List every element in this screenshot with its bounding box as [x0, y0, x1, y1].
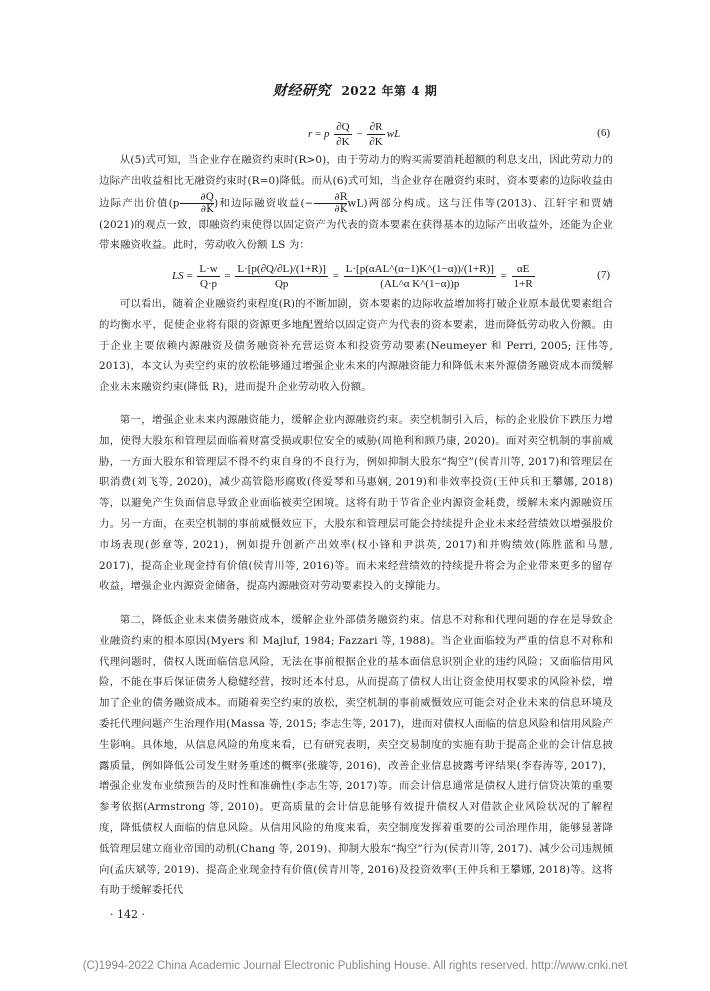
p1-f1-denominator: ∂K	[200, 203, 214, 215]
eq7-f1-denominator: Q·p	[199, 278, 218, 290]
eq6-f2-denominator: ∂K	[369, 136, 383, 148]
eq7-f1-numerator: L·w	[199, 263, 218, 275]
eq6-minus: −	[353, 128, 366, 141]
eq7-ls: LS	[172, 270, 184, 283]
paragraph-3: 第一，增强企业未来内源融资能力，缓解企业内源融资约束。卖空机制引入后，标的企业股价下跌压力增加，使得大股东和管理层面临着财富受损或职位安全的威胁(周艳利和顾乃康, 2020)。面对卖空机制的事前威胁，一方面大股东和管理层不得不约束自身的不良行为，例如抑制大股东“掏空”(侯青川等, 2017)和管理层在职消费(刘飞等, 2020)，减少高管隐形腐败(佟爱琴和马惠娴, 2019)和非效率投资(王仲兵和王攀娜, 2018)等，以避免产生负面信息导致企业面临被卖空困境。这将有助于节省企业内源资金耗费，缓解未来内源融资压力。另一方面，在卖空机制的事前威慑效应下，大股东和管理层可能会持续提升企业未来经营绩效以增强股价市场表现(彭章等, 2021)，例如提升创新产出效率(权小锋和尹洪英, 2017)和并购绩效(陈胜蓝和马慧, 2017)，提高企业现金持有价值(侯青川等, 2016)等。而未来经营绩效的持续提升将会为企业带来更多的留存收益，增强企业内源资金储备，提高内源融资对劳动要素投入的支撑能力。	[99, 414, 613, 593]
eq7-fraction-2	[235, 262, 328, 291]
journal-title: 财经研究	[272, 83, 331, 99]
equation-6-number: (6)	[597, 127, 610, 139]
eq7-f2-denominator: Qp	[274, 278, 289, 290]
eq7-fraction-4	[512, 262, 535, 291]
eq7-fraction-1	[197, 262, 219, 291]
p1-f2-denominator: ∂K	[334, 203, 348, 215]
equation-6	[100, 116, 610, 152]
eq6-wl: wL	[386, 128, 401, 141]
journal-issue: 2022 年第 4 期	[341, 84, 438, 98]
eq6-f1-denominator: ∂K	[336, 136, 350, 148]
p1-fraction-dq-dk	[180, 192, 214, 215]
eq7-f4-numerator: αE	[512, 262, 535, 277]
copyright-footer: (C)1994-2022 China Academic Journal Electronic Publishing House. All rights reserved. http://www.cnki.net	[82, 960, 628, 972]
eq7-f3-denominator: (AL^α K^(1−α))p	[380, 278, 460, 290]
journal-header	[0, 80, 710, 100]
p1-text-c: wL)两部分构成。这与汪伟等(2013)、江轩宇和贾婧(2021)的观点一致，即融资约束使得以固定资产为代表的资本要素在获得基本的边际产出收益外，还能为企业带来融资收益。此时，劳动收入份额 LS 为：	[99, 197, 613, 252]
p1-text-a: 从(5)式可知，当企业存在融资约束时(R>0)，由于劳动力的购买需要消耗超额的利息支出，因此劳动力的边际产出收益相比无融资约束时(R=0)降低。而从(6)式可知，当企业存在融资约束时，资本要素的边际收益由边际产出价值(p	[99, 154, 613, 210]
equation-7: LS = $\frac{L\cdot w}{Q\cdot p}$ = $\frac{L\cdot[p(\partial Q/\partial L)/(1+R)]}{Qp}$ = $\frac{\text{L·[p(αAL\textasciicircum{}(α−1)K\textasciicircum{}(1−α))/(1+R)]}}{\text{(AL\textasciicircum{}α K\textasciicircum{}(1−α))p}}$ = $\frac{\alpha E}{1+R}$ (7)	[172, 263, 610, 290]
paragraph-1	[99, 150, 613, 256]
p1-f2-numerator: ∂R	[314, 192, 348, 204]
page-number: · 142 ·	[110, 908, 145, 921]
eq6-f1-numerator: ∂Q	[336, 121, 350, 133]
p1-text-b: )和边际融资收益(−	[214, 197, 314, 210]
equation-7-number: (7)	[597, 269, 610, 281]
p1-f1-numerator: ∂Q	[180, 192, 214, 204]
eq6-p: p	[324, 128, 330, 141]
eq6-r: r	[308, 128, 313, 141]
eq6-f2-numerator: ∂R	[367, 120, 384, 135]
paragraph-4: 第二，降低企业未来债务融资成本，缓解企业外部债务融资约束。信息不对称和代理问题的存在是导致企业融资约束的根本原因(Myers 和 Majluf, 1984; Fazzari 等, 1988)。当企业面临较为严重的信息不对称和代理问题时，债权人既面临信息风险，无法在事前根据企业的基本面信息识别企业的违约风险；又面临信用风险，不能在事后保证债务人稳健经营，按时还本付息，从而提高了债权人出让资金使用权要求的风险补偿，增加了企业的债务融资成本。而随着卖空约束的放松，卖空机制的事前威慑效应可能会对企业未来的信息环境及委托代理问题产生治理作用(Massa 等, 2015; 李志生等, 2017)，进而对债权人面临的信息风险和信用风险产生影响。具体地，从信息风险的角度来看，已有研究表明，卖空交易制度的实施有助于提高企业的会计信息披露质量，例如降低公司发生财务重述的概率(张璇等, 2016)，改善企业信息披露考评结果(李春涛等, 2017)，增强企业发布业绩预告的及时性和准确性(李志生等, 2017)等。而会计信息通常是债权人进行信贷决策的重要参考依据(Armstrong 等, 2010)。更高质量的会计信息能够有效提升债权人对借款企业风险状况的了解程度，降低债权人面临的信息风险。从信用风险的角度来看，卖空制度发挥着重要的公司治理作用，能够显著降低管理层建立商业帝国的动机(Chang 等, 2019)、抑制大股东“掏空”行为(侯青川等, 2017)、减少公司违规倾向(孟庆斌等, 2019)、提高企业现金持有价值(侯青川等, 2016)及投资效率(王仲兵和王攀娜, 2018)等。这将有助于缓解委托代	[99, 614, 613, 897]
p1-fraction-dr-dk	[314, 192, 348, 215]
eq6-fraction-dq-dk	[334, 120, 351, 149]
eq7-fraction-3	[344, 262, 496, 291]
eq7-f2-numerator: L·[p(∂Q/∂L)/(1+R)]	[237, 263, 326, 275]
eq7-f4-denominator: 1+R	[513, 278, 533, 290]
eq7-f3-numerator: L·[p(αAL^(α−1)K^(1−α))/(1+R)]	[345, 263, 494, 275]
eq7-equals-1: =	[183, 270, 196, 283]
paragraph-2: 可以看出，随着企业融资约束程度(R)的不断加剧，资本要素的边际收益增加将打破企业原本最优要素组合的均衡水平，促使企业将有限的资源更多地配置给以固定资产为代表的资本要素，进而降低劳动收入份额。由于企业主要依赖内源融资及债务融资补充营运资本和投资劳动要素(Neumeyer 和 Perri, 2005; 汪伟等, 2013)，本文认为卖空约束的放松能够通过增强企业未来的内源融资能力和降低未来外源债务融资成本而缓解企业未来融资约束(降低 R)，进而提升企业劳动收入份额。	[99, 298, 613, 394]
eq6-equals: =	[312, 128, 324, 141]
eq6-fraction-dr-dk	[367, 120, 384, 149]
